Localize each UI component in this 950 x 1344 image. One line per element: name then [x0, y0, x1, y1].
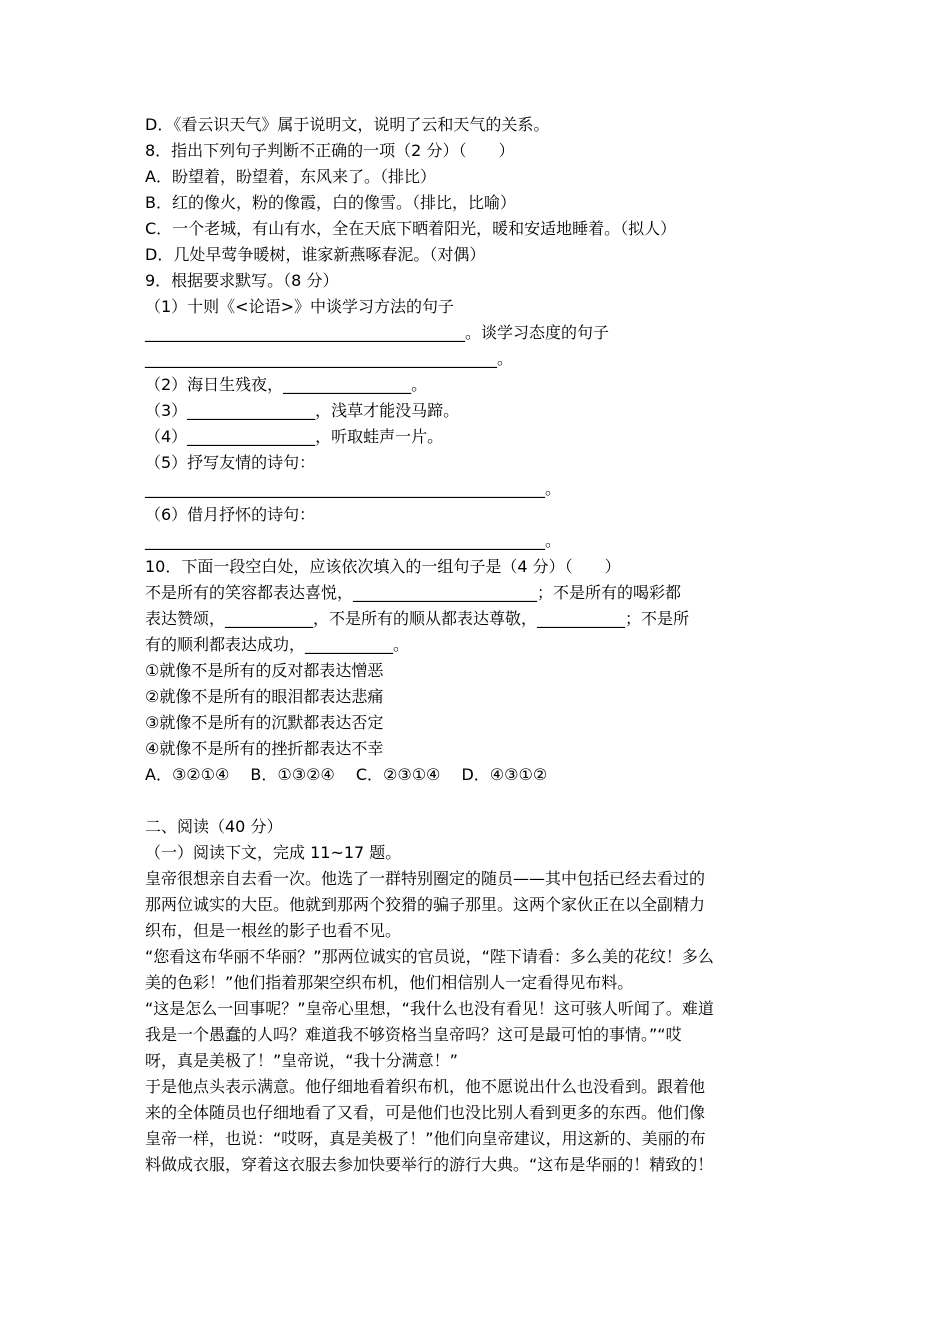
question-9-item-1: （1）十则《<论语>》中谈学习方法的句子	[145, 297, 454, 316]
section-2-heading: 二、阅读（40 分）	[145, 817, 283, 836]
question-10-passage-line: 有的顺利都表达成功，___________。	[145, 635, 410, 654]
question-10-stem: 10．下面一段空白处，应该依次填入的一组句子是（4 分）（ ）	[145, 557, 621, 576]
question-10-sentence-2: ②就像不是所有的眼泪都表达悲痛	[145, 687, 384, 706]
question-10-sentence-3: ③就像不是所有的沉默都表达否定	[145, 713, 384, 732]
reading-passage-line: “您看这布华丽不华丽？”那两位诚实的官员说，“陛下请看：多么美的花纹！多么	[145, 947, 714, 966]
question-8-stem: 8．指出下列句子判断不正确的一项（2 分）（ ）	[145, 141, 515, 160]
reading-passage-line: 皇帝很想亲自去看一次。他选了一群特别圈定的随员——其中包括已经去看过的	[145, 869, 706, 888]
reading-passage-line: 于是他点头表示满意。他仔细地看着织布机，他不愿说出什么也没看到。跟着他	[145, 1077, 706, 1096]
reading-passage-line: 织布，但是一根丝的影子也看不见。	[145, 921, 402, 940]
blank-spacer	[145, 788, 825, 814]
reading-passage-line: 料做成衣服，穿着这衣服去参加快要举行的游行大典。“这布是华丽的！精致的！	[145, 1155, 714, 1174]
question-9-item-3: （3）________________，浅草才能没马蹄。	[145, 401, 460, 420]
question-9-item-5: （5）抒写友情的诗句：	[145, 453, 316, 472]
reading-passage-line: 我是一个愚蠢的人吗？难道我不够资格当皇帝吗？这可是最可怕的事情。”“哎	[145, 1025, 682, 1044]
reading-passage-line: 来的全体随员也仔细地看了又看，可是他们也没比别人看到更多的东西。他们像	[145, 1103, 706, 1122]
question-9-item-2: （2）海日生残夜，________________。	[145, 375, 428, 394]
reading-passage-line: “这是怎么一回事呢？”皇帝心里想，“我什么也没有看见！这可骇人听闻了。难道	[145, 999, 714, 1018]
question-8-option-c: C．一个老城，有山有水，全在天底下晒着阳光，暖和安适地睡着。（拟人）	[145, 219, 677, 238]
question-9-item-4: （4）________________，听取蛙声一片。	[145, 427, 444, 446]
reading-passage-line: 皇帝一样，也说：“哎呀，真是美极了！”他们向皇帝建议，用这新的、美丽的布	[145, 1129, 706, 1148]
question-10-sentence-1: ①就像不是所有的反对都表达憎恶	[145, 661, 384, 680]
document-page	[145, 112, 825, 1178]
question-8-option-d: D．几处早莺争暖树，谁家新燕啄春泥。（对偶）	[145, 245, 486, 264]
question-9-item-5-blank: __________________________________________________。	[145, 479, 562, 498]
question-7-option-d: D．《看云识天气》属于说明文，说明了云和天气的关系。	[145, 115, 550, 134]
question-10-passage-line: 不是所有的笑容都表达喜悦，_______________________；不是所有的喝彩都	[145, 583, 682, 602]
reading-passage-line: 美的色彩！”他们指着那架空织布机，他们相信别人一定看得见布料。	[145, 973, 634, 992]
question-8-option-b: B．红的像火，粉的像霞，白的像雪。（排比，比喻）	[145, 193, 516, 212]
question-9-item-6-blank: __________________________________________________。	[145, 531, 562, 550]
question-9-item-1-blank-2: ____________________________________________。	[145, 349, 514, 368]
question-9-stem: 9．根据要求默写。（8 分）	[145, 271, 339, 290]
question-10-passage-line: 表达赞颂，___________，不是所有的顺从都表达尊敬，___________；不是所	[145, 609, 690, 628]
question-8-option-a: A．盼望着，盼望着，东风来了。（排比）	[145, 167, 436, 186]
reading-1-instruction: （一）阅读下文，完成 11~17 题。	[145, 843, 402, 862]
question-9-item-1-blank: ________________________________________。谈学习态度的句子	[145, 323, 610, 342]
reading-passage-line: 呀，真是美极了！”皇帝说，“我十分满意！”	[145, 1051, 458, 1070]
question-10-sentence-4: ④就像不是所有的挫折都表达不幸	[145, 739, 384, 758]
question-9-item-6: （6）借月抒怀的诗句：	[145, 505, 316, 524]
reading-passage-line: 那两位诚实的大臣。他就到那两个狡猾的骗子那里。这两个家伙正在以全副精力	[145, 895, 706, 914]
question-10-options: A．③②①④ B．①③②④ C．②③①④ D．④③①②	[145, 765, 548, 784]
